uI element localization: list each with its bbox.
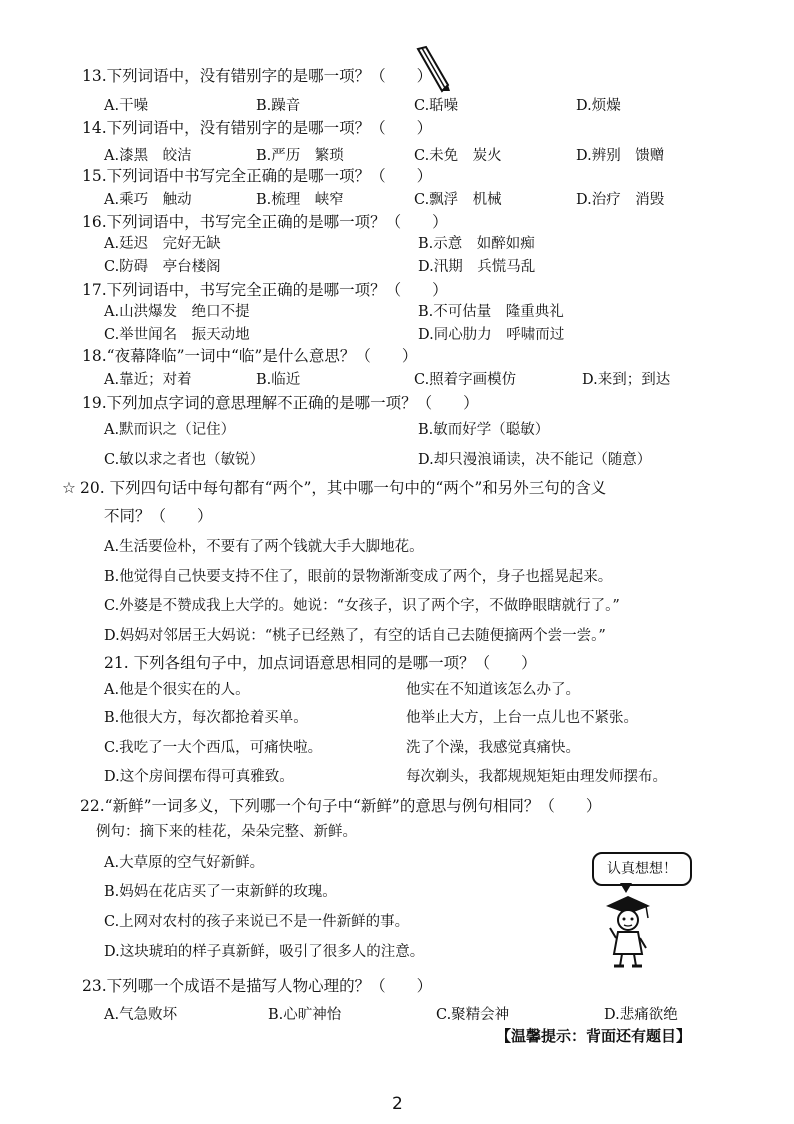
q14-option-d[interactable]: D.辨别 馈赠 [576, 148, 665, 164]
q21-option-c-pair: 洗了个澡，我感觉真痛快。 [406, 740, 580, 756]
q17-option-a[interactable]: A.山洪爆发 绝口不提 [104, 304, 250, 320]
q15-option-d[interactable]: D.治疗 消毁 [576, 192, 665, 208]
question-20: 20. 下列四句话中每句都有“两个”，其中哪一句中的“两个”和另外三句的含义 [80, 479, 607, 497]
question-19: 19.下列加点字词的意思理解不正确的是哪一项？（ ） [82, 394, 479, 412]
q20-option-d[interactable]: D.妈妈对邻居王大妈说：“桃子已经熟了，有空的话自己去随便摘两个尝一尝。” [104, 628, 606, 644]
q20-option-c[interactable]: C.外婆是不赞成我上大学的。她说：“女孩子，识了两个字，不做睁眼瞎就行了。” [104, 598, 620, 614]
question-14: 14.下列词语中，没有错别字的是哪一项？（ ） [82, 119, 433, 137]
q16-option-a[interactable]: A.廷迟 完好无缺 [104, 236, 221, 252]
q14-option-b[interactable]: B.严历 繁琐 [256, 148, 344, 164]
q22-option-c[interactable]: C.上网对农村的孩子来说已不是一件新鲜的事。 [104, 914, 410, 930]
q17-option-c[interactable]: C.举世闻名 振天动地 [104, 327, 250, 343]
q23-option-b[interactable]: B.心旷神怡 [268, 1007, 342, 1023]
q19-option-c[interactable]: C.敏以求之者也（敏锐） [104, 452, 265, 468]
speech-bubble: 认真想想！ [592, 852, 692, 886]
q13-option-a[interactable]: A.干噪 [104, 98, 149, 114]
question-21: 21. 下列各组句子中，加点词语意思相同的是哪一项？（ ） [104, 654, 537, 672]
q16-option-c[interactable]: C.防碍 亭台楼阁 [104, 259, 221, 275]
q22-option-a[interactable]: A.大草原的空气好新鲜。 [104, 855, 265, 871]
q13-option-d[interactable]: D.烦燥 [576, 98, 621, 114]
q18-option-d[interactable]: D.来到；到达 [582, 372, 671, 388]
q14-option-c[interactable]: C.未免 炭火 [414, 148, 502, 164]
q23-option-c[interactable]: C.聚精会神 [436, 1007, 510, 1023]
q19-option-a[interactable]: A.默而识之（记住） [104, 422, 236, 438]
question-16: 16.下列词语中，书写完全正确的是哪一项？（ ） [82, 213, 448, 231]
q21-option-c[interactable]: C.我吃了一大个西瓜，可痛快啦。 [104, 740, 323, 756]
q15-option-b[interactable]: B.梳理 峡窄 [256, 192, 344, 208]
q20-option-b[interactable]: B.他觉得自己快要支持不住了，眼前的景物渐渐变成了两个，身子也摇晃起来。 [104, 569, 613, 585]
q21-option-d-pair: 每次剃头，我都规规矩矩由理发师摆布。 [406, 769, 667, 785]
q13-option-b[interactable]: B.躁音 [256, 98, 301, 114]
q14-option-a[interactable]: A.漆黑 皎洁 [104, 148, 192, 164]
question-22: 22.“新鲜”一词多义，下列哪一个句子中“新鲜”的意思与例句相同？（ ） [80, 797, 602, 815]
q16-option-b[interactable]: B.示意 如醉如痴 [418, 236, 535, 252]
q20-option-a[interactable]: A.生活要俭朴，不要有了两个钱就大手大脚地花。 [104, 539, 424, 555]
q21-option-a-pair: 他实在不知道该怎么办了。 [406, 682, 580, 698]
q17-option-d[interactable]: D.同心肋力 呼啸而过 [418, 327, 565, 343]
q21-option-d[interactable]: D.这个房间摆布得可真雅致。 [104, 769, 294, 785]
q23-option-d[interactable]: D.悲痛欲绝 [604, 1007, 678, 1023]
question-13: 13.下列词语中，没有错别字的是哪一项？（ ） [82, 67, 433, 85]
question-20-cont: 不同？（ ） [104, 507, 213, 525]
reminder-note: 【温馨提示：背面还有题目】 [496, 1027, 692, 1045]
question-23: 23.下列哪一个成语不是描写人物心理的？（ ） [82, 977, 433, 995]
q18-option-c[interactable]: C.照着字画模仿 [414, 372, 517, 388]
question-15: 15.下列词语中书写完全正确的是哪一项？（ ） [82, 167, 433, 185]
q13-option-c[interactable]: C.聒噪 [414, 98, 459, 114]
q22-option-d[interactable]: D.这块琥珀的样子真新鲜，吸引了很多人的注意。 [104, 944, 425, 960]
q15-option-a[interactable]: A.乘巧 触动 [104, 192, 192, 208]
q22-option-b[interactable]: B.妈妈在花店买了一束新鲜的玫瑰。 [104, 884, 337, 900]
question-18: 18.“夜幕降临”一词中“临”是什么意思？（ ） [82, 347, 418, 365]
question-17: 17.下列词语中，书写完全正确的是哪一项？（ ） [82, 281, 448, 299]
cartoon-student-icon [598, 892, 656, 970]
q21-option-b[interactable]: B.他很大方，每次都抢着买单。 [104, 710, 308, 726]
q21-option-a[interactable]: A.他是个很实在的人。 [104, 682, 250, 698]
q16-option-d[interactable]: D.汛期 兵慌马乱 [418, 259, 536, 275]
q19-option-d[interactable]: D.却只漫浪诵读，决不能记（随意） [418, 452, 652, 468]
q17-option-b[interactable]: B.不可估量 隆重典礼 [418, 304, 564, 320]
q18-option-b[interactable]: B.临近 [256, 372, 301, 388]
q21-option-b-pair: 他举止大方，上台一点儿也不紧张。 [406, 710, 638, 726]
page-number: 2 [392, 1094, 403, 1114]
q15-option-c[interactable]: C.飘浮 机械 [414, 192, 502, 208]
q19-option-b[interactable]: B.敏而好学（聪敏） [418, 422, 550, 438]
q23-option-a[interactable]: A.气急败坏 [104, 1007, 178, 1023]
star-mark: ☆ [62, 479, 76, 497]
q22-example: 例句：摘下来的桂花，朵朵完整、新鲜。 [96, 824, 357, 840]
q18-option-a[interactable]: A.靠近；对着 [104, 372, 192, 388]
